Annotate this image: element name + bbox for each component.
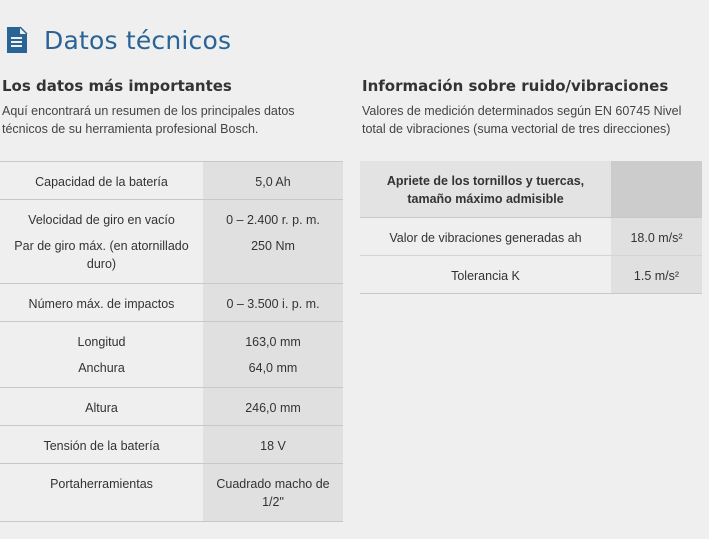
page-title: Datos técnicos: [44, 25, 232, 55]
spec-value: 64,0 mm: [203, 351, 343, 388]
spec-label: Velocidad de giro en vacío: [0, 200, 203, 230]
spec-table: [0, 161, 343, 522]
noise-value: 18.0 m/s²: [611, 217, 702, 255]
noise-vibration-title: Información sobre ruido/vibraciones: [362, 77, 669, 95]
spec-value: 0 – 2.400 r. p. m.: [203, 200, 343, 230]
table-row: [0, 200, 343, 230]
spec-value: 163,0 mm: [203, 322, 343, 352]
table-header-row: [360, 161, 702, 217]
noise-value: 1.5 m/s²: [611, 255, 702, 293]
spec-value: 250 Nm: [203, 229, 343, 284]
document-icon: [4, 25, 30, 55]
spec-label: Capacidad de la batería: [0, 162, 203, 200]
noise-label: Tolerancia K: [360, 255, 611, 293]
table-row: [360, 217, 702, 255]
spec-value: Cuadrado macho de 1/2": [203, 464, 343, 522]
spec-label: Número máx. de impactos: [0, 284, 203, 322]
spec-label: Altura: [0, 388, 203, 426]
spec-value: 0 – 3.500 i. p. m.: [203, 284, 343, 322]
table-row: [360, 255, 702, 293]
table-row: [0, 229, 343, 284]
table-row: [0, 284, 343, 322]
noise-vibration-description: Valores de medición determinados según EN 60745 Nivel total de vibraciones (suma vectorial de tres direcciones): [362, 104, 682, 136]
spec-value: 18 V: [203, 426, 343, 464]
spec-label: Tensión de la batería: [0, 426, 203, 464]
main-data-description: Aquí encontrará un resumen de los principales datos técnicos de su herramienta profesional Bosch.: [2, 104, 295, 136]
spec-label: Par de giro máx. (en atornillado duro): [14, 239, 189, 271]
page-header: [4, 22, 231, 58]
spec-value: 5,0 Ah: [203, 162, 343, 200]
table-row: [0, 426, 343, 464]
spec-label: Longitud: [0, 322, 203, 352]
noise-label: Valor de vibraciones generadas ah: [360, 217, 611, 255]
noise-table: [360, 161, 702, 294]
table-row: [0, 388, 343, 426]
noise-table-header: Apriete de los tornillos y tuercas, tamaño máximo admisible: [360, 161, 611, 217]
main-data-section: [0, 76, 343, 138]
table-row: [0, 464, 343, 522]
noise-table-header-empty: [611, 161, 702, 217]
table-row: [0, 322, 343, 352]
spec-label: Anchura: [78, 361, 125, 375]
noise-vibration-section: [360, 76, 702, 138]
spec-label: Portaherramientas: [0, 464, 203, 522]
table-row: [0, 162, 343, 200]
main-data-title: Los datos más importantes: [2, 77, 232, 95]
spec-value: 246,0 mm: [203, 388, 343, 426]
table-row: [0, 351, 343, 388]
